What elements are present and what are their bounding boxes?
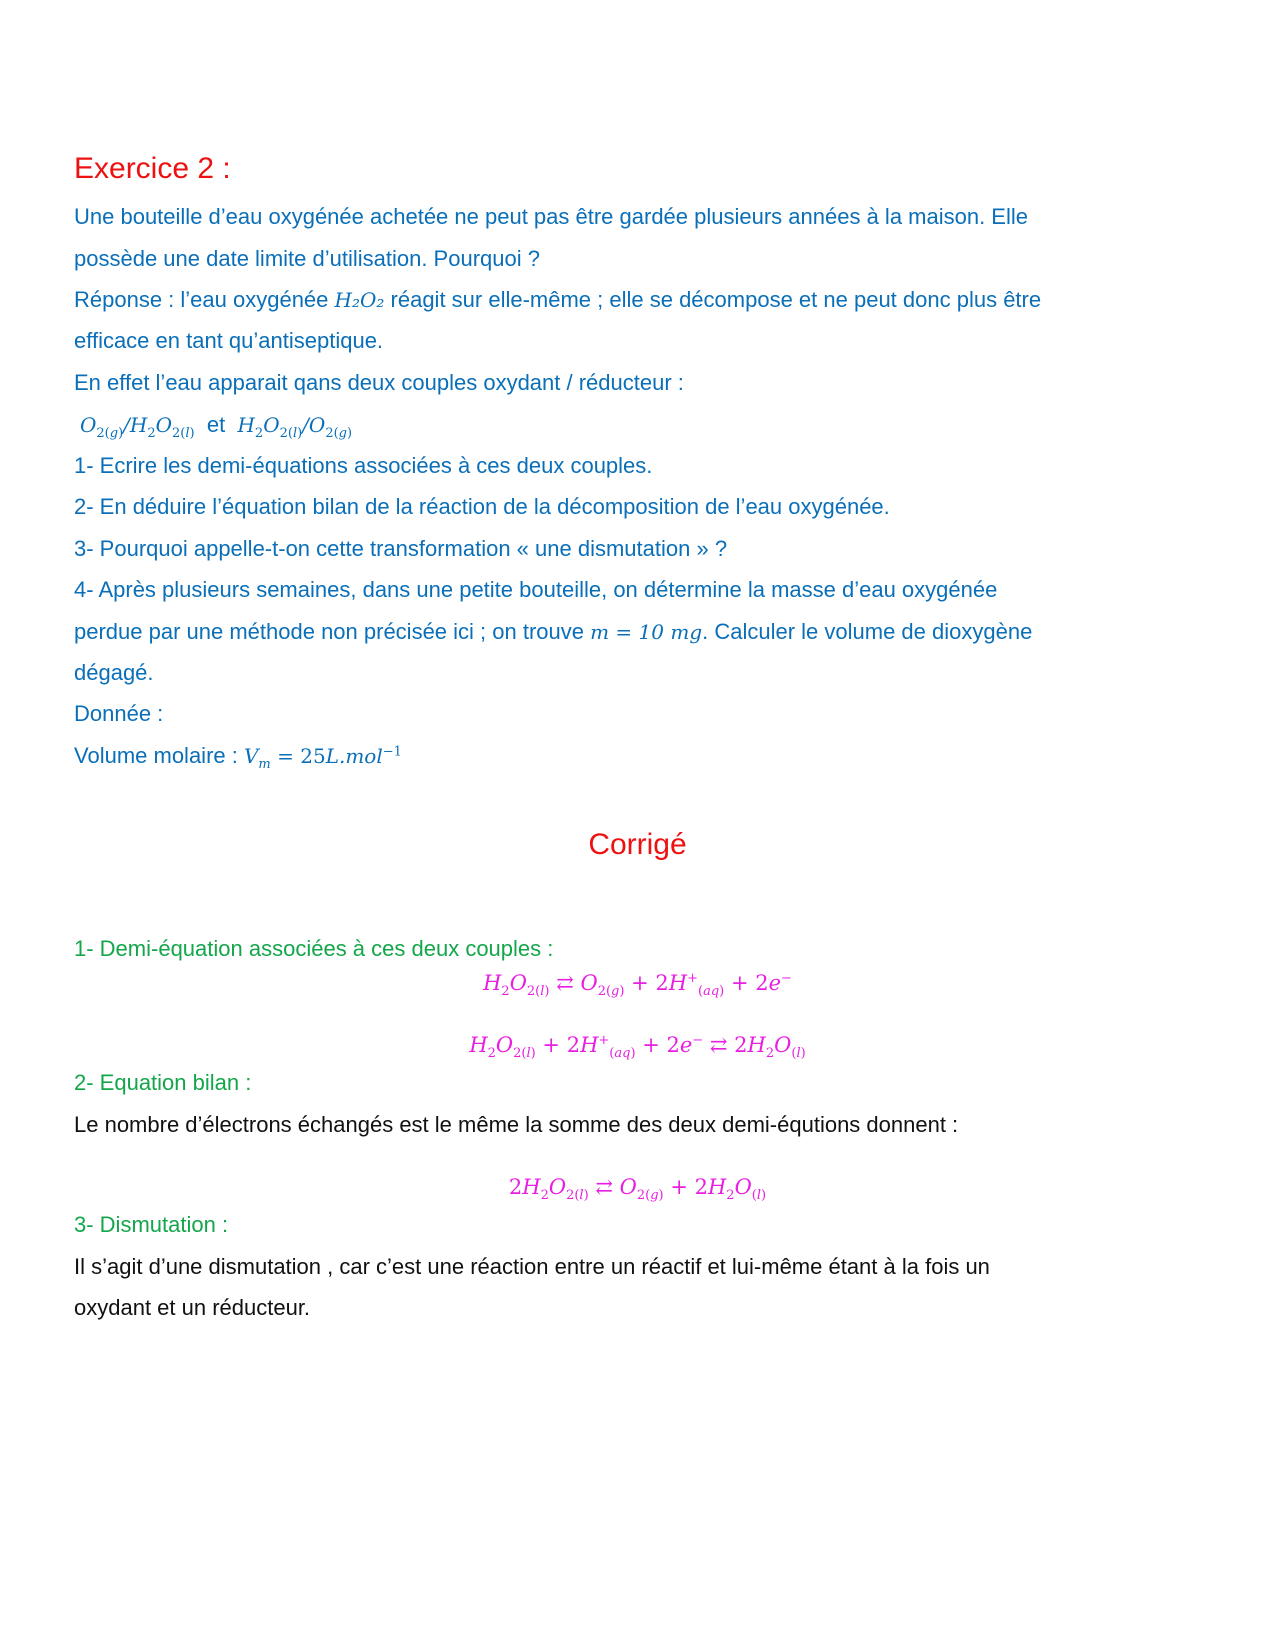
molar-volume-line	[74, 741, 402, 771]
correction-s3-line-1: Il s’agit d’une dismutation , car c’est une réaction entre un réactif et lui-même étant à la fois un	[74, 1254, 990, 1279]
answer-line-2: efficace en tant qu’antiseptique.	[74, 328, 384, 353]
correction-s1-heading: 1- Demi-équation associées à ces deux couples :	[74, 936, 554, 961]
answer-formula: H₂O₂	[334, 288, 385, 312]
question-4-line-3: dégagé.	[74, 660, 154, 685]
correction-s2-heading: 2- Equation bilan :	[74, 1070, 252, 1095]
molar-volume-value: $V_m = 25L.mol^{-1}$	[243, 744, 402, 772]
equation-2: $H_2O_{2(l)} + 2H^+_{(aq)} + 2e^-$ ⇄ $2H_2O_{(l)}$	[469, 1033, 806, 1062]
question-3: 3- Pourquoi appelle-t-on cette transformation « une dismutation » ?	[74, 536, 728, 561]
answer-prefix: Réponse : l’eau oxygénée	[74, 287, 335, 312]
correction-s3-line-2: oxydant et un réducteur.	[74, 1295, 311, 1320]
question-4-line-1: 4- Après plusieurs semaines, dans une petite bouteille, on détermine la masse d’eau oxygénée	[74, 577, 998, 602]
molar-volume-label: Volume molaire :	[74, 743, 244, 768]
answer-suffix: réagit sur elle-même ; elle se décompose et ne peut donc plus être	[384, 287, 1042, 312]
question-line-2: possède une date limite d’utilisation. Pourquoi ?	[74, 246, 540, 271]
question-line-1: Une bouteille d’eau oxygénée achetée ne peut pas être gardée plusieurs années à la maison. Elle	[74, 204, 1028, 229]
correction-s3-heading: 3- Dismutation :	[74, 1212, 229, 1237]
answer-line-1	[74, 285, 1041, 315]
equation-3: $2H_2O_{2(l)}$ ⇄ $O_{2(g)} + 2H_2O_{(l)}$	[508, 1175, 767, 1204]
correction-title: Corrigé	[588, 828, 687, 861]
exercise-title: Exercice 2 :	[74, 152, 231, 185]
equation-1: $H_2O_{2(l)}$ ⇄ $O_{2(g)} + 2H^+_{(aq)} + 2e^-$	[483, 971, 792, 1000]
data-label: Donnée :	[74, 701, 164, 726]
q4-mass: m = 10 mg	[590, 620, 703, 644]
question-2: 2- En déduire l’équation bilan de la réaction de la décomposition de l’eau oxygénée.	[74, 494, 890, 519]
couples-formulas	[80, 410, 352, 440]
couples-intro: En effet l’eau apparait qans deux couples oxydant / réducteur :	[74, 370, 684, 395]
couple-2: $H_2O_{2(l)}/O_{2(g)}$	[237, 413, 353, 441]
couples-and: et	[206, 412, 226, 437]
couple-1: $O_{2(g)}/H_2O_{2(l)}$	[80, 413, 195, 441]
correction-s2-text: Le nombre d’électrons échangés est le même la somme des deux demi-équtions donnent :	[74, 1112, 959, 1137]
question-4-line-2	[74, 617, 1032, 647]
q4-suffix: . Calculer le volume de dioxygène	[702, 619, 1033, 644]
q4-prefix: perdue par une méthode non précisée ici ; on trouve	[74, 619, 591, 644]
question-1: 1- Ecrire les demi-équations associées à ces deux couples.	[74, 453, 653, 478]
